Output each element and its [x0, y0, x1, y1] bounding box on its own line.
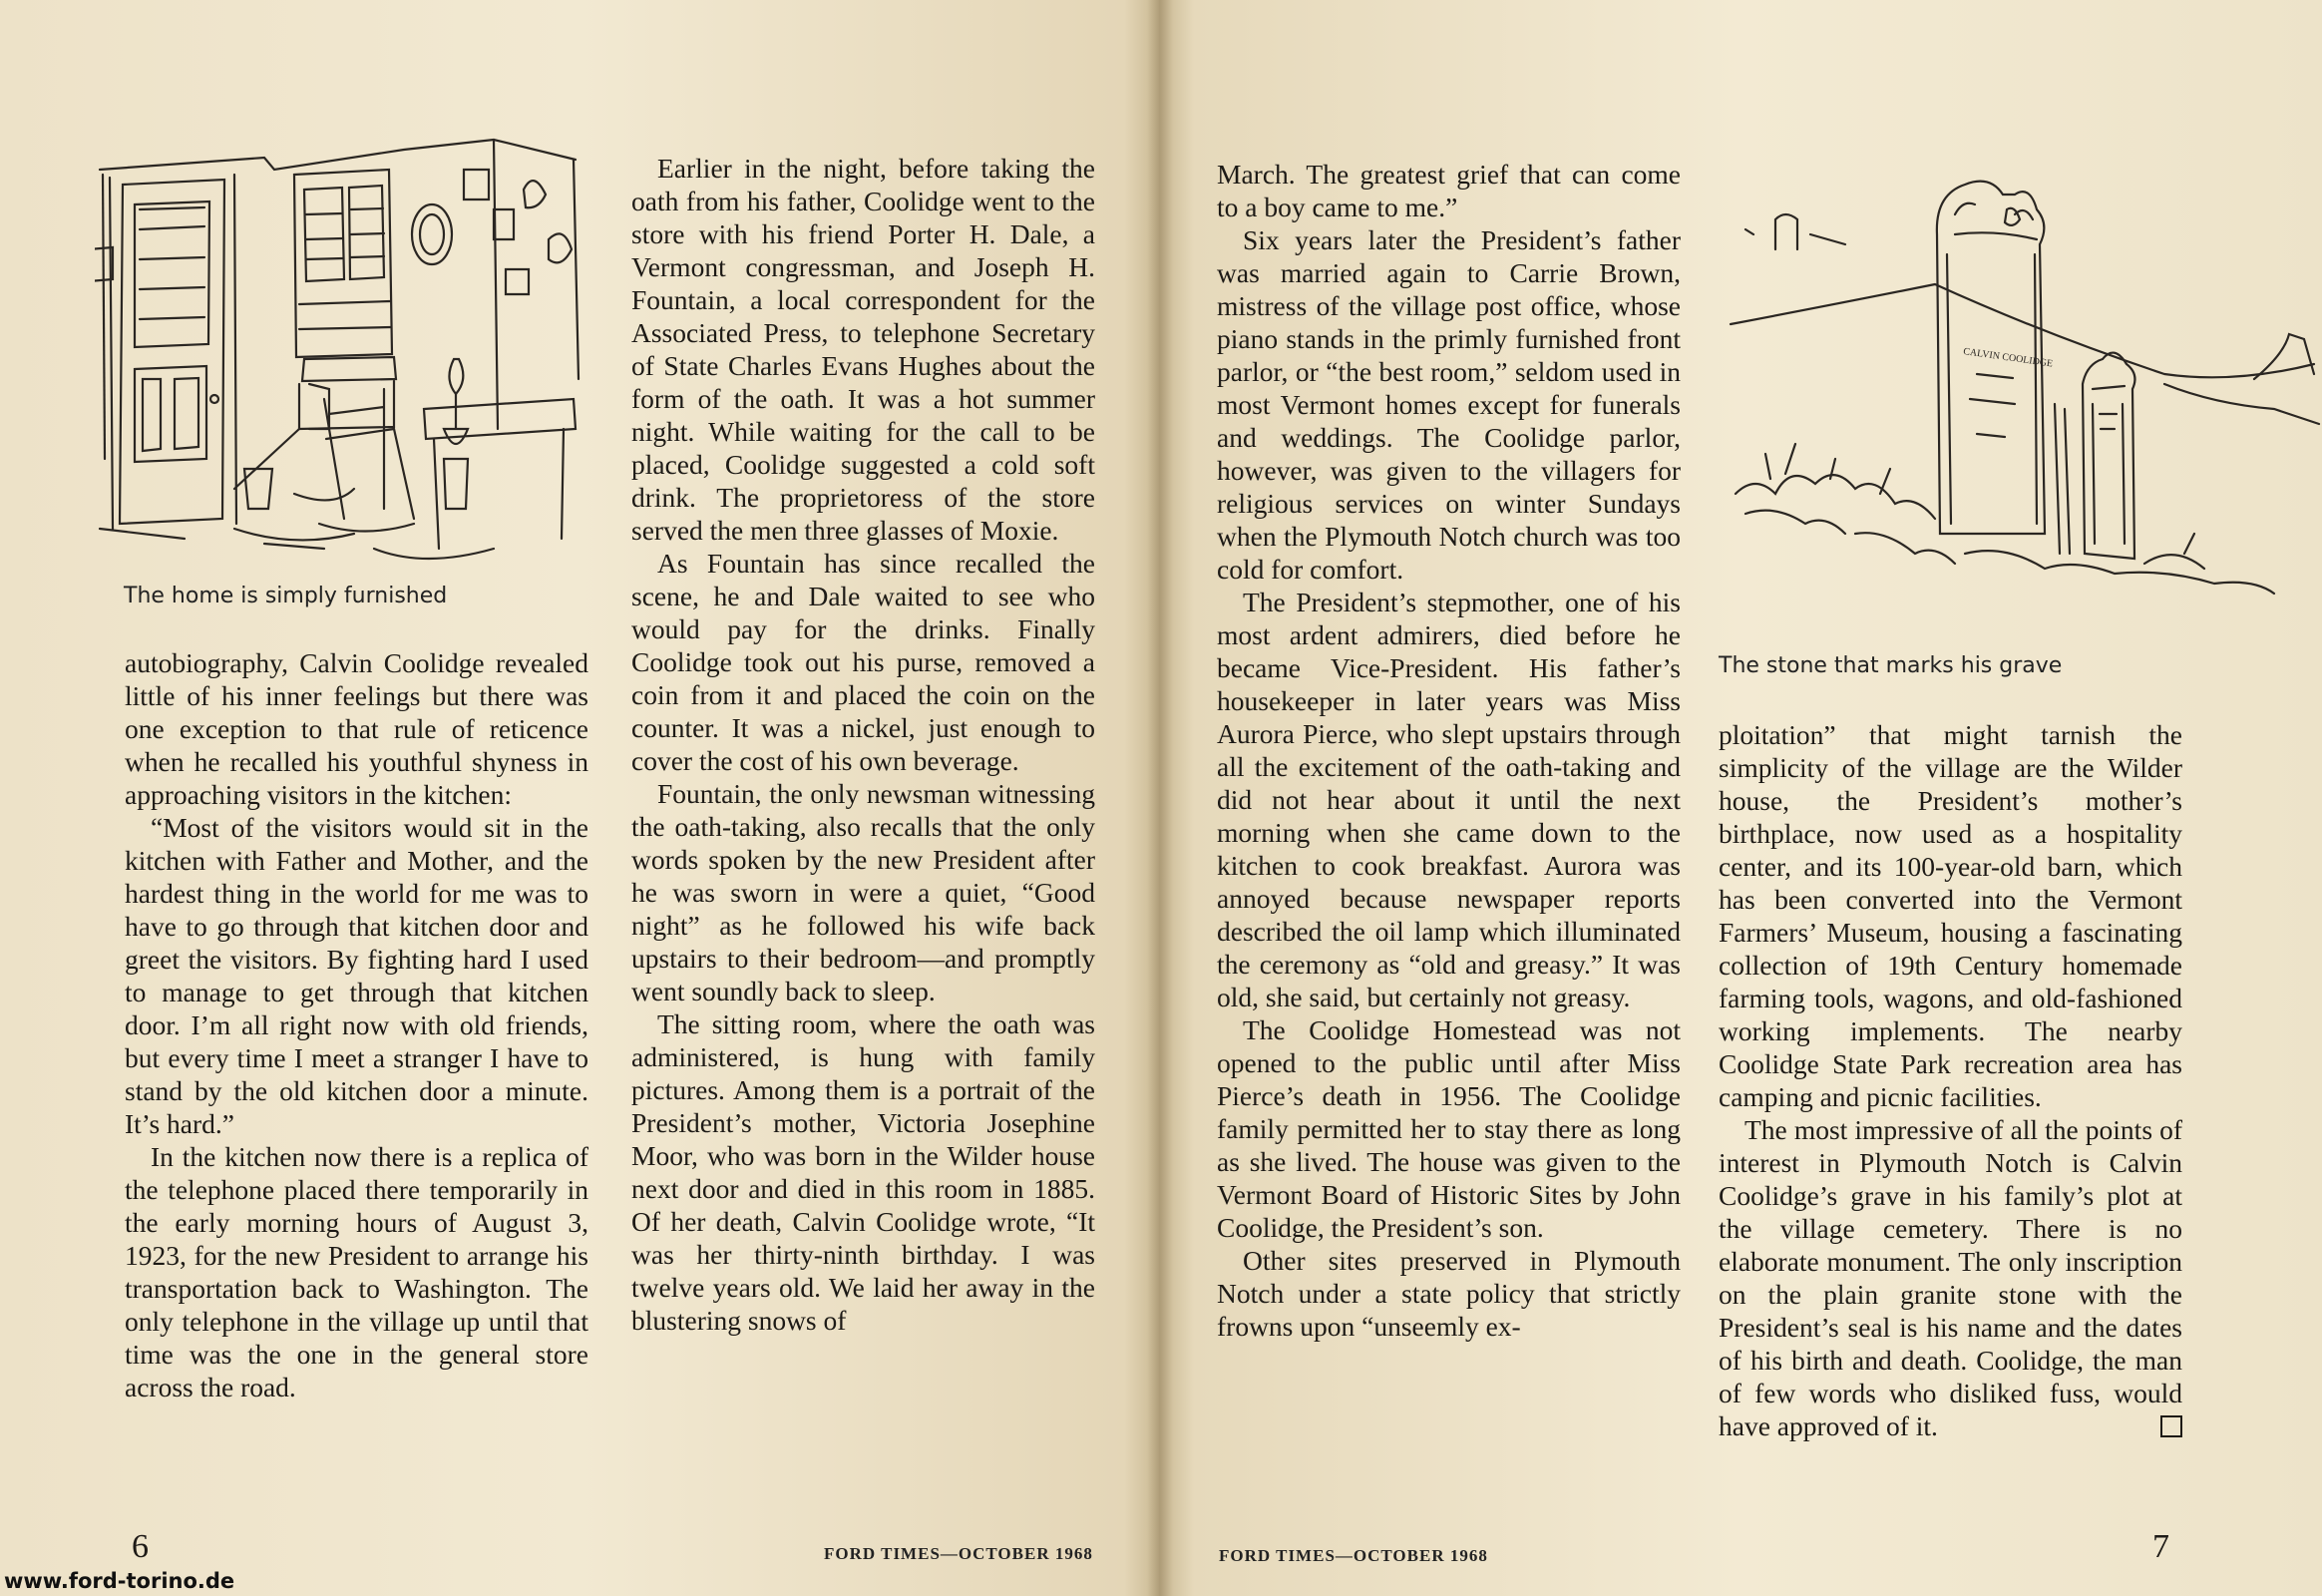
- page-number-right: 7: [2152, 1528, 2169, 1565]
- paragraph: autobiography, Calvin Coolidge revealed little of his inner feelings but there was one exception to that rule of reticence when he recalled his youthful shyness in approaching visitors in the kitchen:: [125, 647, 588, 810]
- grave-stone-sketch-illustration: [1716, 175, 2322, 613]
- paragraph: Earlier in the night, before taking the oath from his father, Coolidge went to the store with his friend Porter H. Dale, a Vermont congressman, and Joseph H. Fountain, a local correspondent for the Associated Press, to telephone Secretary of State Charles Evans Hughes about the form of the oath. It was a hot summer night. While waiting for the call to be placed, Coolidge suggested a cold soft drink. The proprietoress of the store served the men three glasses of Moxie.: [631, 153, 1095, 546]
- right-illustration-caption: The stone that marks his grave: [1719, 653, 2063, 678]
- right-page-column-1: [1217, 158, 1681, 1343]
- paragraph: ploitation” that might tarnish the simplicity of the village are the Wilder house, the President’s mother’s birthplace, now used as a hospitality center, and its 100-year-old barn, which has been converted into the Vermont Farmers’ Museum, housing a fascinating collection of 19th Century homemade farming tools, wagons, and old-fashioned working implements. The nearby Coolidge State Park recreation area has camping and picnic facilities.: [1719, 719, 2182, 1112]
- stone-inscription: CALVIN COOLIDGE: [1962, 346, 2054, 370]
- paragraph: In the kitchen now there is a replica of the telephone placed there temporarily in the early morning hours of August 3, 1923, for the new President to arrange his transportation back to Washington. The only telephone in the village up until that time was the one in the general store across the road.: [125, 1141, 588, 1402]
- left-page-column-2: [631, 152, 1095, 1337]
- right-page-column-2: [1719, 718, 2182, 1442]
- paragraph: Fountain, the only newsman witnessing the oath-taking, also recalls that the only words spoken by the new President after he was sworn in were a quiet, “Good night” as he followed his wife back upstairs to their bedroom—and promptly went soundly back to sleep.: [631, 778, 1095, 1006]
- paragraph: The most impressive of all the points of interest in Plymouth Notch is Calvin Coolidge’s grave in his family’s plot at the village cemetery. There is no elaborate monument. The only inscription on the plain granite stone with the President’s seal is his name and the dates of his birth and death. Coolidge, the man of few words who disliked fuss, would have approved of it.: [1719, 1114, 2182, 1441]
- interior-sketch-illustration: [95, 130, 593, 574]
- paragraph: The President’s stepmother, one of his most ardent admirers, died before he became Vice-President. His father’s housekeeper in later years was Miss Aurora Pierce, who slept upstairs through all the excitement of the oath-taking and did not hear about it until the next morning when she came down to the kitchen to cook breakfast. Aurora was annoyed because newspaper reports described the oil lamp which illuminated the ceremony as “old and greasy.” It was old, she said, but certainly not greasy.: [1217, 587, 1681, 1012]
- end-of-article-box-icon: [2160, 1415, 2182, 1437]
- left-page-column-1: [125, 646, 588, 1403]
- paragraph: Six years later the President’s father was married again to Carrie Brown, mistress of the village post office, whose piano stands in the primly furnished front parlor, or “the best room,” seldom used in most Vermont homes except for funerals and weddings. The Coolidge parlor, however, was given to the villagers for religious services on winter Sundays when the Plymouth Notch church was too cold for comfort.: [1217, 224, 1681, 585]
- paragraph: Other sites preserved in Plymouth Notch under a state policy that strictly frowns upon “unseemly ex-: [1217, 1245, 1681, 1342]
- page-number-left: 6: [132, 1528, 149, 1565]
- running-head-right: FORD TIMES—OCTOBER 1968: [1219, 1546, 1488, 1565]
- book-gutter: [1147, 0, 1173, 1596]
- paragraph: As Fountain has since recalled the scene, he and Dale waited to see who would pay for the drinks. Finally Coolidge took out his purse, removed a coin from it and placed the coin on the counter. It was a nickel, just enough to cover the cost of his own beverage.: [631, 548, 1095, 776]
- paragraph: The Coolidge Homestead was not opened to the public until after Miss Pierce’s death in 1956. The Coolidge family permitted her to stay there as long as she lived. The house was given to the Vermont Board of Historic Sites by John Coolidge, the President’s son.: [1217, 1014, 1681, 1243]
- left-illustration-caption: The home is simply furnished: [124, 584, 448, 608]
- paragraph: March. The greatest grief that can come to a boy came to me.”: [1217, 159, 1681, 222]
- paragraph-with-endmark: [1719, 1113, 2182, 1442]
- running-head-left: FORD TIMES—OCTOBER 1968: [824, 1544, 1093, 1563]
- paragraph: The sitting room, where the oath was administered, is hung with family pictures. Among them is a portrait of the President’s mother, Victoria Josephine Moor, who was born in the Wilder house next door and died in this room in 1885. Of her death, Calvin Coolidge wrote, “It was her thirty-ninth birthday. I was twelve years old. We laid her away in the blustering snows of: [631, 1008, 1095, 1336]
- paragraph: “Most of the visitors would sit in the kitchen with Father and Mother, and the hardest thing in the world for me was to have to go through that kitchen door and greet the visitors. By fighting hard I used to manage to get through that kitchen door. I’m all right now with old friends, but every time I meet a stranger I have to stand by the old kitchen door a minute. It’s hard.”: [125, 812, 588, 1139]
- website-watermark: www.ford-torino.de: [4, 1569, 235, 1593]
